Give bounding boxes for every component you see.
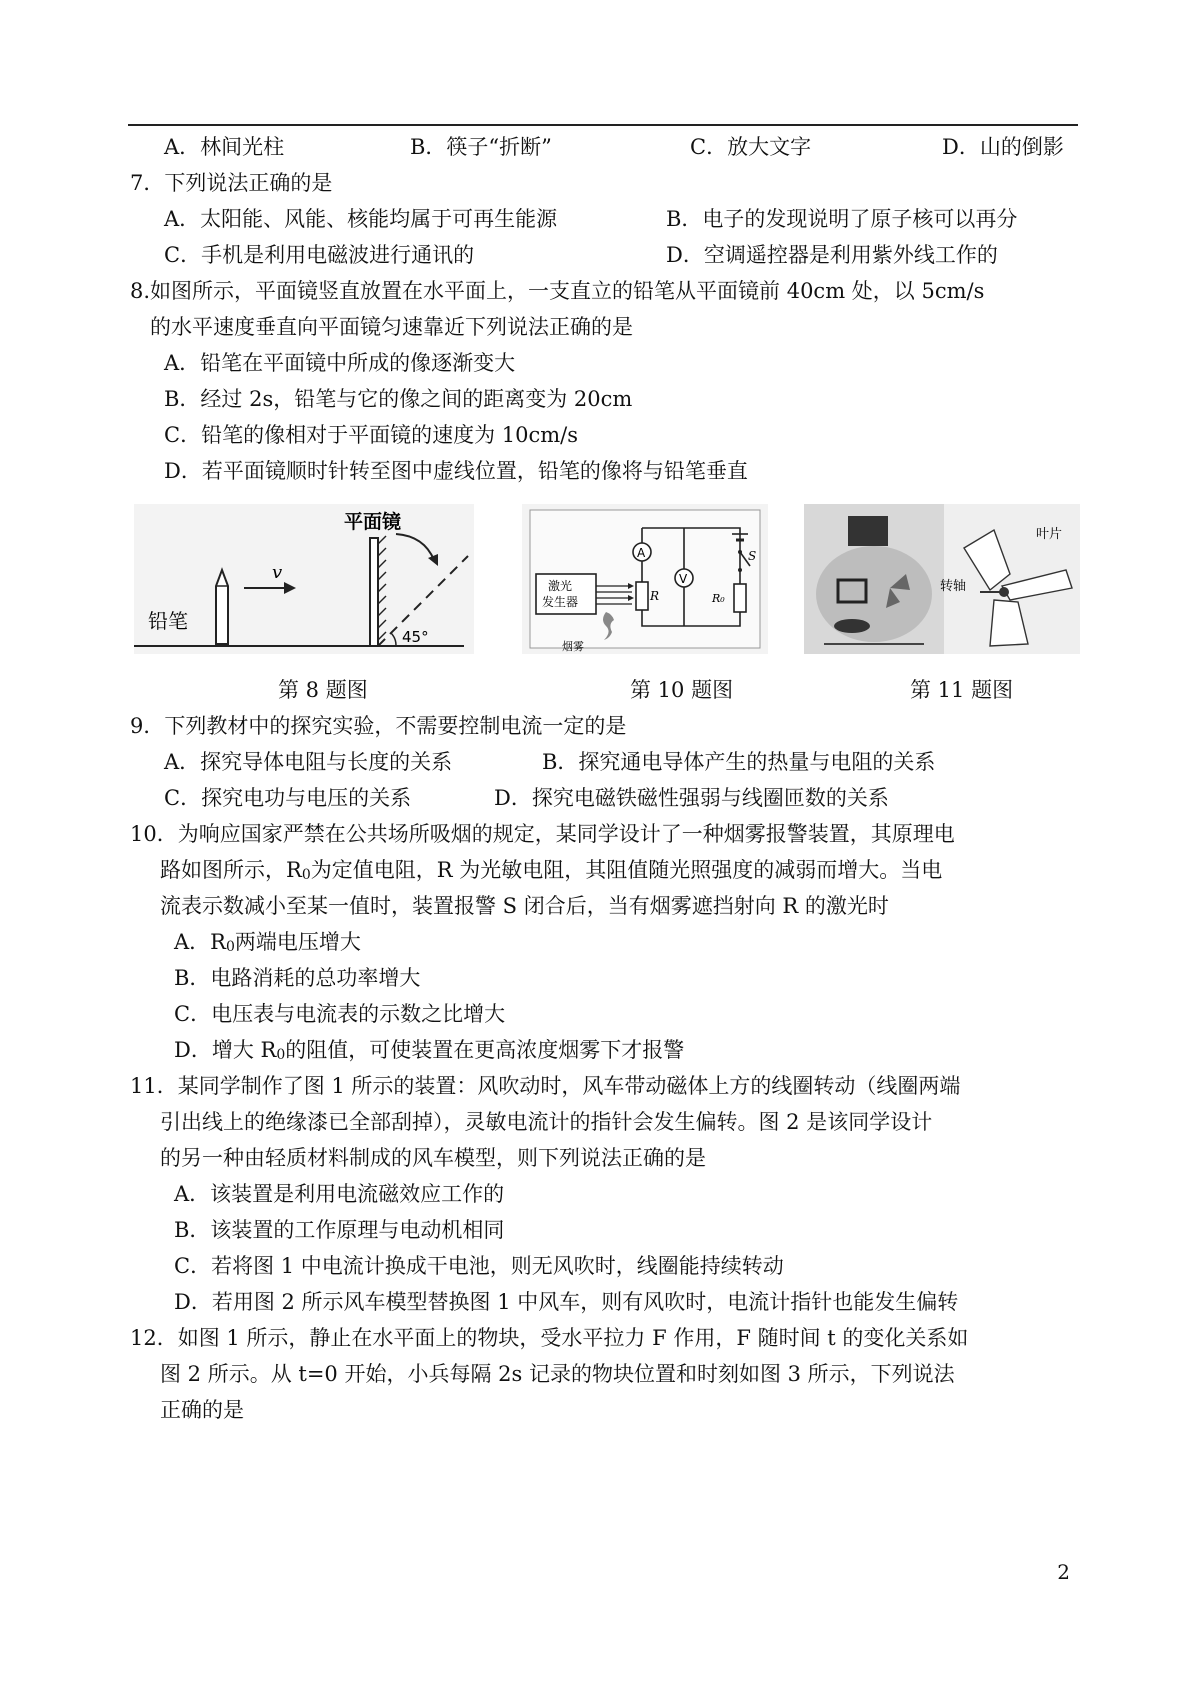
switch-label: S: [748, 549, 757, 563]
pencil-label: 铅笔: [148, 609, 188, 633]
q7-option-a: A．太阳能、风能、核能均属于可再生能源: [164, 207, 558, 231]
q9-option-a: A．探究导体电阻与长度的关系: [164, 750, 453, 774]
q11-option-b: B．该装置的工作原理与电动机相同: [174, 1218, 505, 1242]
q10-option-a: A．R0两端电压增大: [174, 930, 361, 955]
ammeter-label: A: [637, 546, 646, 560]
q12-stem-line2: 图 2 所示。从 t=0 开始，小兵每隔 2s 记录的物块位置和时刻如图 3 所示，下列说法: [160, 1362, 955, 1386]
q11-stem-line2: 引出线上的绝缘漆已全部刮掉），灵敏电流计的指针会发生偏转。图 2 是该同学设计: [160, 1110, 933, 1134]
photoresistor-r: [636, 582, 648, 610]
magnet-icon: [834, 619, 870, 633]
q9-stem: 9．下列教材中的探究实验，不需要控制电流一定的是: [130, 714, 627, 738]
q7-stem: 7．下列说法正确的是: [130, 171, 333, 195]
q10-stem-line3: 流表示数减小至某一值时，装置报警 S 闭合后，当有烟雾遮挡射向 R 的激光时: [160, 894, 889, 918]
blade-label: 叶片: [1036, 527, 1063, 542]
q11-option-a: A．该装置是利用电流磁效应工作的: [174, 1182, 505, 1206]
q10-stem-line1: 10．为响应国家严禁在公共场所吸烟的规定，某同学设计了一种烟雾报警装置，其原理电: [130, 822, 955, 846]
pencil-shape: [216, 570, 228, 644]
resistor-r0: [734, 584, 746, 612]
smoke-label: 烟雾: [562, 640, 584, 653]
q7-option-c: C．手机是利用电磁波进行通讯的: [164, 243, 475, 267]
q8-stem-line1: 8.如图所示，平面镜竖直放置在水平面上，一支直立的铅笔从平面镜前 40cm 处，以 5cm/s: [130, 279, 985, 303]
figure-11-windmill: [804, 504, 1080, 654]
q9-option-c: C．探究电功与电压的关系: [164, 786, 412, 810]
q6-option-b: B．筷子“折断”: [410, 135, 552, 159]
q12-stem-line3: 正确的是: [160, 1398, 244, 1422]
q6-option-d: D．山的倒影: [942, 135, 1064, 159]
q11-option-c: C．若将图 1 中电流计换成干电池，则无风吹时，线圈能持续转动: [174, 1254, 784, 1278]
q11-stem-line3: 的另一种由轻质材料制成的风车模型，则下列说法正确的是: [160, 1146, 706, 1170]
resistor-r-label: R: [650, 589, 660, 603]
galvanometer-icon: [848, 516, 888, 546]
voltmeter-label: V: [679, 572, 688, 586]
laser-label-1: 激光: [548, 579, 573, 593]
mirror-label: 平面镜: [344, 511, 402, 533]
q9-option-b: B．探究通电导体产生的热量与电阻的关系: [542, 750, 936, 774]
q10-option-d: D．增大 R0的阻值，可使装置在更高浓度烟雾下才报警: [174, 1038, 685, 1063]
q8-option-b: B．经过 2s，铅笔与它的像之间的距离变为 20cm: [164, 387, 633, 411]
q8-stem-line2: 的水平速度垂直向平面镜匀速靠近下列说法正确的是: [150, 315, 633, 339]
laser-label-2: 发生器: [542, 595, 579, 609]
q10-option-b: B．电路消耗的总功率增大: [174, 966, 421, 990]
q6-option-a: A．林间光柱: [164, 135, 285, 159]
q10-stem-line2: 路如图所示，R0为定值电阻，R 为光敏电阻，其阻值随光照强度的减弱而增大。当电: [160, 858, 943, 883]
plane-mirror: [370, 538, 378, 646]
page-number: 2: [1057, 1560, 1070, 1584]
header-rule: [128, 124, 1078, 126]
figure-8-caption: 第 8 题图: [278, 678, 368, 702]
q9-option-d: D．探究电磁铁磁性强弱与线圈匝数的关系: [494, 786, 889, 810]
figure-10-caption: 第 10 题图: [630, 678, 734, 702]
figure-10-circuit: [522, 504, 768, 654]
q7-option-d: D．空调遥控器是利用紫外线工作的: [666, 243, 998, 267]
figure-11-caption: 第 11 题图: [910, 678, 1014, 702]
q11-stem-line1: 11．某同学制作了图 1 所示的装置：风吹动时，风车带动磁体上方的线圈转动（线圈两端: [130, 1074, 961, 1098]
figure-8-mirror-pencil: [134, 504, 474, 654]
q8-option-d: D．若平面镜顺时针转至图中虚线位置，铅笔的像将与铅笔垂直: [164, 459, 748, 483]
angle-label: 45°: [402, 628, 429, 646]
resistor-r0-label: R₀: [712, 592, 725, 605]
q11-option-d: D．若用图 2 所示风车模型替换图 1 中风车，则有风吹时，电流计指针也能发生偏转: [174, 1290, 959, 1314]
velocity-label: v: [272, 562, 283, 583]
q6-option-c: C．放大文字: [690, 135, 812, 159]
q12-stem-line1: 12．如图 1 所示，静止在水平面上的物块，受水平拉力 F 作用，F 随时间 t 的变化关系如: [130, 1326, 969, 1350]
q8-option-c: C．铅笔的像相对于平面镜的速度为 10cm/s: [164, 423, 578, 447]
q10-option-c: C．电压表与电流表的示数之比增大: [174, 1002, 506, 1026]
axis-label: 转轴: [940, 579, 967, 594]
q8-option-a: A．铅笔在平面镜中所成的像逐渐变大: [164, 351, 516, 375]
q7-option-b: B．电子的发现说明了原子核可以再分: [666, 207, 1018, 231]
